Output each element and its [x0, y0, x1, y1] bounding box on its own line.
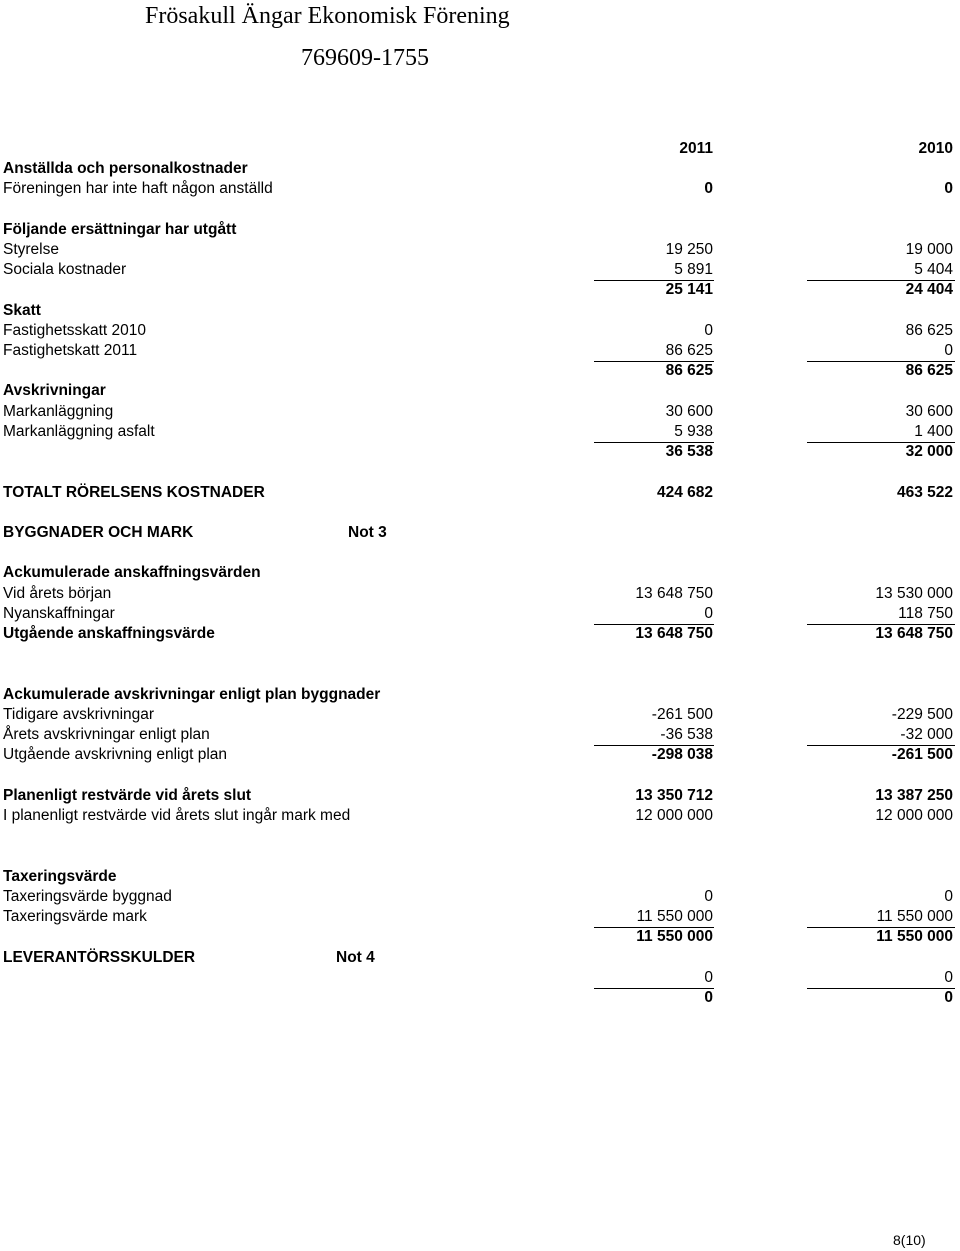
row-label: LEVERANTÖRSSKULDER [3, 948, 196, 966]
table-row [0, 907, 960, 927]
table-row [0, 563, 960, 583]
row-label: Taxeringsvärde byggnad [3, 887, 172, 905]
value-2010: 19 000 [905, 240, 953, 258]
table-row [0, 786, 960, 806]
value-2010: 24 404 [905, 281, 953, 299]
table-row [0, 422, 960, 442]
table-row [0, 199, 960, 219]
year-header-row [0, 139, 960, 159]
value-2011: -36 538 [660, 726, 713, 744]
row-label: Markanläggning [3, 402, 114, 420]
value-2011: 11 550 000 [636, 928, 713, 946]
value-2011: 5 891 [674, 261, 713, 279]
value-2010: 0 [944, 887, 953, 905]
row-label: Ackumulerade anskaffningsvärden [3, 564, 261, 582]
table-row [0, 381, 960, 401]
value-2010: 11 550 000 [876, 928, 953, 946]
row-label: Styrelse [3, 240, 59, 258]
value-2011: 13 648 750 [635, 584, 713, 602]
table-row [0, 483, 960, 503]
table-row [0, 402, 960, 422]
value-2011: -261 500 [651, 705, 713, 723]
table-row [0, 624, 960, 644]
value-2011: 13 648 750 [635, 625, 713, 643]
value-2011: 0 [704, 989, 713, 1007]
table-row [0, 846, 960, 866]
row-label: Utgående avskrivning enligt plan [3, 746, 228, 764]
table-row [0, 725, 960, 745]
row-label: BYGGNADER OCH MARK [3, 523, 194, 541]
value-2010: 0 [944, 989, 953, 1007]
value-2010: 13 387 250 [875, 786, 953, 804]
table-row [0, 584, 960, 604]
table-row [0, 705, 960, 725]
table-row [0, 766, 960, 786]
row-label: Markanläggning asfalt [3, 422, 155, 440]
row-label: Fastighetsskatt 2010 [3, 321, 147, 339]
value-2011: 0 [704, 887, 713, 905]
table-row [0, 280, 960, 300]
value-2010: 12 000 000 [875, 807, 953, 825]
value-2010: -32 000 [900, 726, 953, 744]
table-row [0, 927, 960, 947]
value-2011: -298 038 [651, 746, 713, 764]
value-2011: 424 682 [656, 483, 713, 501]
value-2011: 0 [704, 180, 713, 198]
table-row [0, 503, 960, 523]
table-row [0, 968, 960, 988]
row-label: Planenligt restvärde vid årets slut [3, 786, 252, 804]
note-reference: Not 4 [336, 948, 375, 966]
table-row [0, 159, 960, 179]
row-label: I planenligt restvärde vid årets slut ingår mark med [3, 807, 351, 825]
row-label: Vid årets början [3, 584, 112, 602]
row-label: Avskrivningar [3, 382, 106, 400]
page-number: 8(10) [893, 1232, 926, 1248]
value-2010: 11 550 000 [876, 908, 953, 926]
table-row [0, 685, 960, 705]
value-2011: 86 625 [665, 362, 713, 380]
year-column-2010: 2010 [918, 140, 953, 157]
table-row [0, 361, 960, 381]
table-row [0, 665, 960, 685]
value-2011: 11 550 000 [636, 908, 713, 926]
table-row [0, 240, 960, 260]
value-2011: 0 [704, 968, 713, 986]
table-row [0, 948, 960, 968]
organization-name: Frösakull Ängar Ekonomisk Förening [145, 3, 510, 29]
value-2010: 13 648 750 [875, 625, 953, 643]
table-row [0, 604, 960, 624]
table-row [0, 867, 960, 887]
row-label: Skatt [3, 301, 41, 319]
value-2010: 13 530 000 [875, 584, 953, 602]
value-2011: 30 600 [665, 402, 713, 420]
value-2011: 0 [704, 604, 713, 622]
value-2010: 86 625 [905, 321, 953, 339]
value-2010: 86 625 [905, 362, 953, 380]
row-label: Nyanskaffningar [3, 604, 115, 622]
value-2011: 25 141 [665, 281, 713, 299]
table-row [0, 442, 960, 462]
row-label: Följande ersättningar har utgått [3, 220, 237, 238]
row-label: Taxeringsvärde [3, 867, 117, 885]
table-row [0, 806, 960, 826]
table-row [0, 321, 960, 341]
table-row [0, 523, 960, 543]
value-2010: 0 [944, 180, 953, 198]
organization-number: 769609-1755 [301, 45, 429, 71]
row-label: Taxeringsvärde mark [3, 908, 147, 926]
row-label: Föreningen har inte haft någon anställd [3, 180, 273, 198]
row-label: Sociala kostnader [3, 261, 127, 279]
value-2011: 13 350 712 [635, 786, 713, 804]
row-label: Anställda och personalkostnader [3, 160, 248, 177]
table-row [0, 745, 960, 765]
value-2010: 5 404 [914, 261, 953, 279]
value-2010: 0 [944, 968, 953, 986]
value-2011: 0 [704, 321, 713, 339]
row-label: Fastighetskatt 2011 [3, 341, 138, 359]
table-row [0, 179, 960, 199]
table-row [0, 462, 960, 482]
row-label: Årets avskrivningar enligt plan [3, 726, 210, 744]
table-row [0, 887, 960, 907]
table-row [0, 341, 960, 361]
value-2010: 0 [944, 341, 953, 359]
value-2010: 30 600 [905, 402, 953, 420]
value-2010: 463 522 [896, 483, 953, 501]
value-2011: 36 538 [665, 443, 713, 461]
table-row [0, 260, 960, 280]
row-label: Utgående anskaffningsvärde [3, 625, 215, 643]
value-2010: 118 750 [898, 604, 953, 622]
table-row [0, 220, 960, 240]
value-2011: 19 250 [665, 240, 713, 258]
table-row [0, 988, 960, 1008]
table-row [0, 644, 960, 664]
note-reference: Not 3 [348, 523, 387, 541]
year-column-2011: 2011 [679, 140, 713, 157]
value-2011: 86 625 [665, 341, 713, 359]
table-row [0, 826, 960, 846]
row-label: Tidigare avskrivningar [3, 705, 155, 723]
value-2010: -229 500 [891, 705, 953, 723]
value-2011: 5 938 [674, 422, 713, 440]
value-2010: -261 500 [891, 746, 953, 764]
row-label: Ackumulerade avskrivningar enligt plan byggnader [3, 685, 381, 703]
value-2010: 32 000 [905, 443, 953, 461]
table-row [0, 543, 960, 563]
value-2010: 1 400 [914, 422, 953, 440]
row-label: TOTALT RÖRELSENS KOSTNADER [3, 483, 265, 501]
table-row [0, 301, 960, 321]
value-2011: 12 000 000 [635, 807, 713, 825]
